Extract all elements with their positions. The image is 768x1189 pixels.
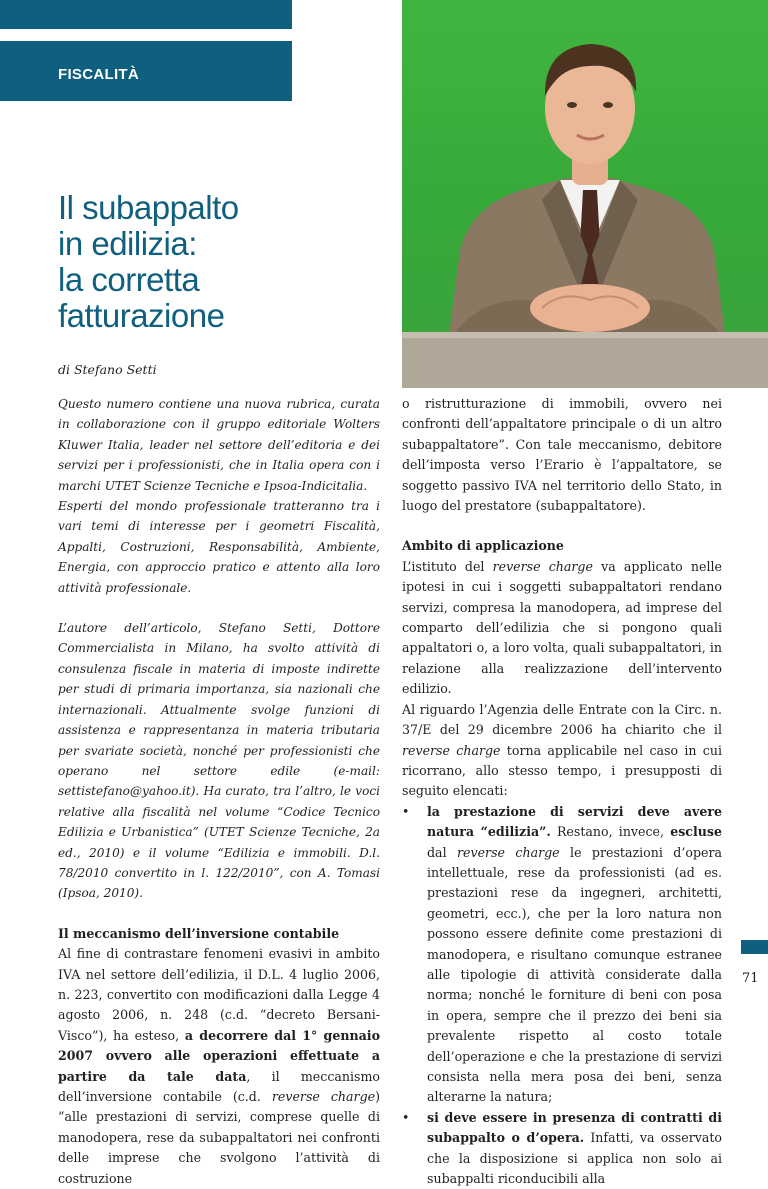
body-text: Restano, invece,	[550, 824, 671, 840]
page-tab-marker	[741, 940, 768, 954]
article-title	[58, 190, 239, 334]
body-text-bold: la prestazione di servizi deve avere natura “edilizia”.	[427, 803, 722, 840]
body-paragraph	[402, 557, 722, 700]
body-text-bold: escluse	[670, 824, 723, 840]
author-portrait-image	[402, 0, 768, 388]
author-photo	[402, 0, 768, 388]
left-column	[58, 394, 380, 1189]
title-line: fatturazione	[58, 297, 225, 334]
list-item	[402, 1108, 722, 1189]
title-line: in edilizia:	[58, 225, 197, 262]
body-paragraph: o ristrutturazione di immobili, ovvero nei confronti dell’appaltatore principale o di un altro subappaltatore”. Con tale meccanismo, debitore dell’imposta verso l’Erario è l’appaltatore, se soggetto passivo IVA nel territorio dello Stato, in luogo del prestatore (subappaltatore).	[402, 396, 722, 514]
page-number: 71	[742, 971, 759, 986]
body-text: Al riguardo l’Agenzia delle Entrate con la Circ. n. 37/E del 29 dicembre 2006 ha chiarito che il	[402, 701, 722, 738]
top-color-band	[0, 0, 292, 29]
title-line: la corretta	[58, 261, 200, 298]
body-text: Al fine di contrastare fenomeni evasivi in ambito IVA nel settore dell’edilizia, il D.L. 4 luglio 2006, n. 223, convertito con modificazioni dalla Legge 4 agosto 2006, n. 248 (c.d. “decreto Bersani-Visco”), ha esteso,	[58, 946, 380, 1043]
body-text: Infatti, va osservato che la disposizione si applica non solo ai subappalti riconducibili alla	[427, 1130, 722, 1187]
body-text-italic: reverse charge	[457, 844, 560, 860]
body-paragraph	[58, 944, 380, 1189]
intro-paragraph: Esperti del mondo professionale tratteranno tra i vari temi di interesse per i geometri Fiscalità, Appalti, Costruzioni, Responsabilità, Ambiente, Energia, con approccio pratico e attento alla loro attività professionale.	[58, 499, 380, 595]
intro-paragraph: Questo numero contiene una nuova rubrica, curata in collaborazione con il gruppo editoriale Wolters Kluwer Italia, leader nel settore dell’editoria e dei servizi per i professionisti, che in Italia opera con i marchi UTET Scienze Tecniche e Ipsoa-Indicitalia.	[58, 397, 380, 493]
body-text: torna applicabile nel caso in cui ricorrano, allo stesso tempo, i presupposti di seguito elencati:	[402, 742, 722, 799]
author-bio-paragraph: L’autore dell’articolo, Stefano Setti, Dottore Commercialista in Milano, ha svolto attività di consulenza fiscale in materia di imposte indirette per studi di primaria importanza, sia nazionali che internazionali. Attualmente svolge funzioni di assistenza e rappresentanza in materia tributaria per svariate società, nonché per professionisti che operano nel settore edile (e-mail: settistefano@yahoo.it). Ha curato, tra l’altro, le voci relative alla fiscalità nel volume “Codice Tecnico Edilizia e Urbanistica” (UTET Scienze Tecniche, 2a ed., 2010) e il volume “Edilizia e immobili. D.l. 78/2010 convertito in l. 122/2010”, con A. Tomasi (Ipsoa, 2010).	[58, 621, 380, 901]
bullet-icon: •	[402, 1109, 410, 1125]
section-label: FISCALITÀ	[58, 66, 140, 83]
body-text-italic: reverse charge	[492, 558, 593, 574]
section-heading: Il meccanismo dell’inversione contabile	[58, 925, 340, 941]
body-paragraph	[402, 700, 722, 802]
title-line: Il subappalto	[58, 189, 239, 226]
body-text-bold: si deve essere in presenza di contratti di subappalto o d’opera.	[427, 1109, 722, 1146]
body-text: dal	[427, 844, 458, 860]
section-heading: Ambito di applicazione	[402, 538, 564, 554]
body-text: va applicato nelle ipotesi in cui i soggetti subappaltatori rendano servizi, compresa la manodopera, ad imprese del comparto dell’edilizia che si pongono quali appaltatori o, a loro volta, quali subappaltatori, in relazione alla realizzazione dell’intervento edilizio.	[402, 558, 722, 697]
bullet-icon: •	[402, 803, 410, 819]
section-header-band	[0, 41, 292, 101]
body-text-italic: reverse charge	[402, 742, 501, 758]
body-text: , il meccanismo dell’inversione contabile (c.d.	[58, 1068, 381, 1104]
body-text: le prestazioni d’opera intellettuale, rese da professionisti (ad es. prestazioni rese da ingegneri, architetti, geometri, ecc.), che per la loro natura non possono essere definite come prestazioni di manodopera, e risultano comunque estranee alle tipologie di attività considerate dalla norma; nonché le forniture di beni con posa in opera, sempre che il prezzo dei beni sia prevalente rispetto al costo totale dell’operazione e che la prestazione di servizi consista nella mera posa dei beni, senza alterarne la natura;	[427, 844, 722, 1105]
requirements-list	[402, 802, 722, 1189]
byline: di Stefano Setti	[58, 362, 157, 377]
body-text: L’istituto del	[402, 558, 493, 574]
list-item	[402, 802, 722, 1108]
right-column	[402, 394, 722, 1189]
body-text-italic: reverse charge	[271, 1089, 376, 1104]
body-text-bold: a decorrere dal 1° gennaio 2007 ovvero alle operazioni effettuate a partire da tale data	[58, 1027, 380, 1084]
body-text: ) “alle prestazioni di servizi, comprese quelle di manodopera, rese da subappaltatori nei confronti delle imprese che svolgono l’attività di costruzione	[58, 1089, 381, 1186]
